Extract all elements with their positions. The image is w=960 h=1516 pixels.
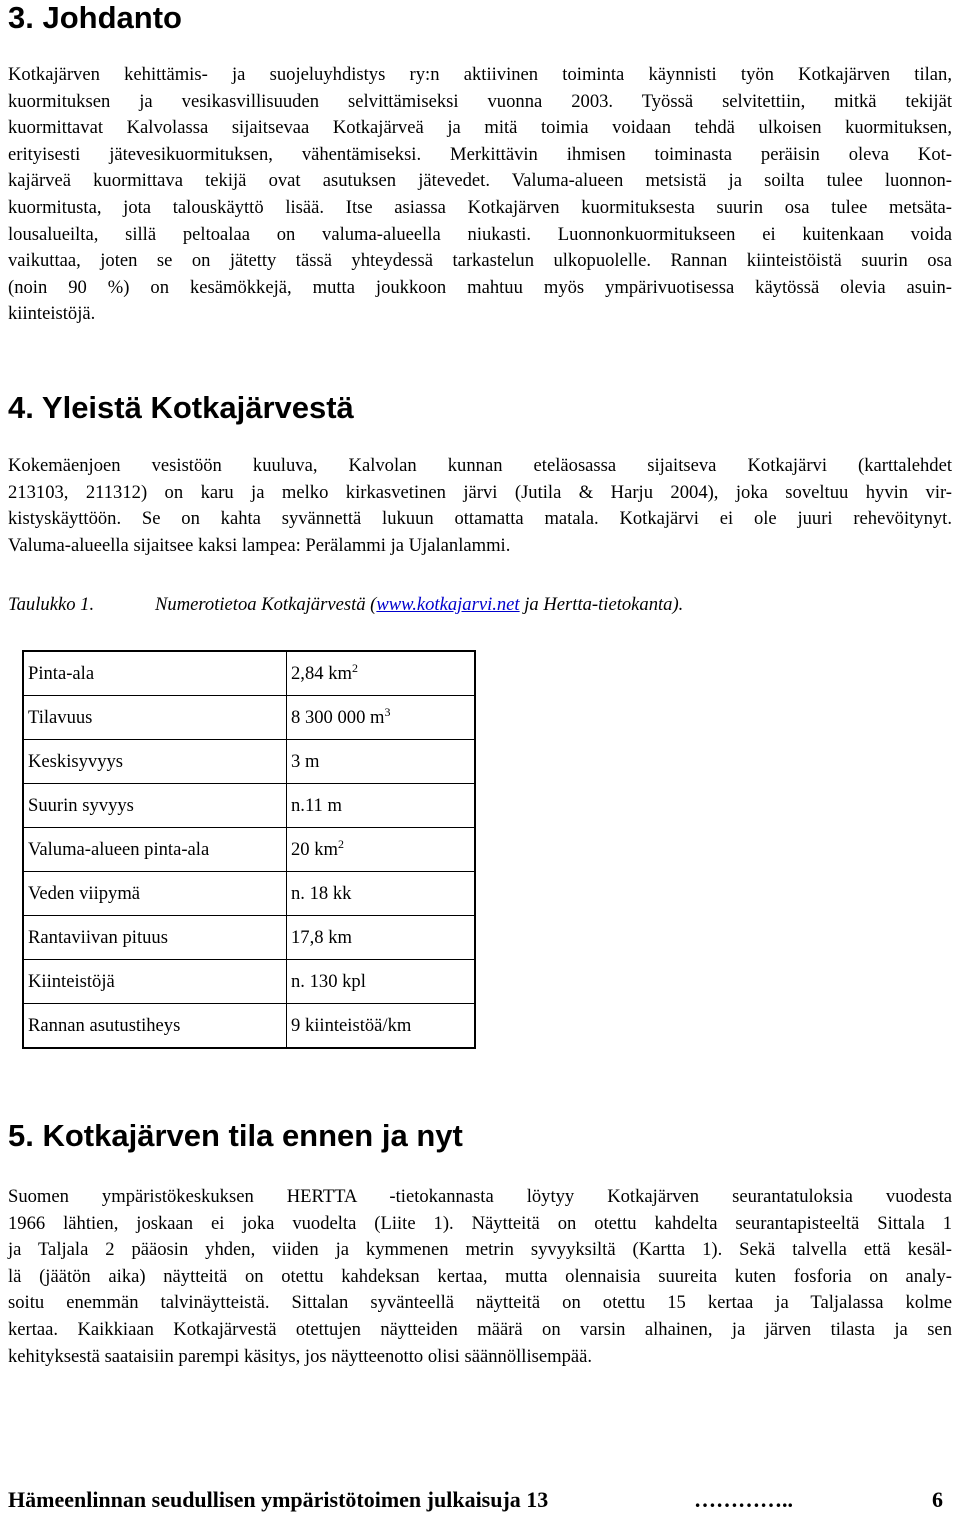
unit-superscript: 2 (338, 836, 345, 851)
text-line: kajärveä kuormittava tekijä ovat asutuksen jätevedet. Valuma-alueen metsistä ja soilta tulee luonnon- (8, 170, 952, 192)
table-row (23, 1004, 475, 1049)
publication-title: Hämeenlinnan seudullisen ympäristötoimen julkaisuja 13 (8, 1487, 549, 1512)
table-row (23, 872, 475, 916)
text-line: Valuma-alueella sijaitsee kaksi lampea: Perälammi ja Ujalanlammi. (8, 534, 511, 556)
page-footer (8, 1484, 943, 1516)
value-text: 9 kiinteistöä/km (291, 1014, 412, 1036)
footer-dots: ………….. (694, 1487, 793, 1512)
table-cell-label: Rannan asutustiheys (23, 1004, 287, 1049)
table-caption (8, 590, 952, 620)
text-line: kistyskäyttöön. Se on kahta syvännettä lukuun ottamatta matala. Kotkajärvi ei ole juuri rehevöitynyt. (8, 508, 952, 530)
table-cell-value (287, 740, 476, 784)
value-text: n. 18 kk (291, 882, 352, 904)
caption-text-before: Numerotietoa Kotkajärvestä ( (155, 594, 377, 615)
caption-text-after: ja Hertta-tietokanta). (519, 594, 684, 615)
text-line: kertaa. Kaikkiaan Kotkajärvestä otettujen näytteiden määrä on varsin alhainen, ja järven tilasta ja sen (8, 1318, 952, 1340)
table-cell-label: Tilavuus (23, 696, 287, 740)
text-line: 213103, 211312) on karu ja melko kirkasvetinen järvi (Jutila & Harju 2004), joka soveltuu hyvin vir- (8, 481, 952, 503)
heading-tila: 5. Kotkajärven tila ennen ja nyt (8, 1118, 463, 1153)
table-cell-label: Valuma-alueen pinta-ala (23, 828, 287, 872)
table-cell-label: Rantaviivan pituus (23, 916, 287, 960)
paragraph-johdanto (8, 62, 952, 328)
text-line: soitu enemmän talvinäytteistä. Sittalan syvänteellä näytteitä on otettu 15 kertaa ja Taljalassa kolme (8, 1292, 952, 1314)
text-line: vaikuttaa, joten se on jätetty tässä yhteydessä tarkastelun ulkopuolelle. Rannan kiinteistöistä suurin osa (8, 250, 952, 272)
text-line: Suomen ympäristökeskuksen HERTTA -tietokannasta löytyy Kotkajärven seurantatuloksia vuodesta (8, 1186, 952, 1207)
value-text: 17,8 km (291, 926, 352, 948)
page-number: 6 (932, 1487, 943, 1512)
value-text: 2,84 km (291, 662, 352, 684)
table-cell-value (287, 1004, 476, 1049)
text-line: lä (jäätön aika) näytteitä on otettu kahdeksan kertaa, mutta olennaisia suureita kuten fosforia on analy- (8, 1265, 952, 1287)
value-text: 3 m (291, 750, 320, 772)
table-row (23, 696, 475, 740)
text-line: ja Taljala 2 pääosin yhden, viiden ja kymmenen metrin syvyyksiltä (Kartta 1). Sekä talvella että kesäl- (8, 1239, 952, 1261)
text-line: kuormittavat Kalvolassa sijaitsevaa Kotkajärveä ja mitä toimia voidaan tehdä ulkoisen kuormituksen, (8, 117, 952, 139)
value-text: n. 130 kpl (291, 970, 366, 992)
table-cell-value (287, 872, 476, 916)
table-cell-value (287, 916, 476, 960)
table-cell-value (287, 828, 476, 872)
heading-johdanto: 3. Johdanto (8, 0, 182, 35)
table-cell-label: Kiinteistöjä (23, 960, 287, 1004)
lake-facts-table (22, 650, 476, 1049)
unit-superscript: 3 (384, 704, 391, 719)
table-row (23, 828, 475, 872)
text-line: 1966 lähtien, joskaan ei joka vuodelta (Liite 1). Näytteitä on otettu kahdelta seurantapisteeltä Sittala 1 (8, 1212, 952, 1234)
table-cell-value (287, 960, 476, 1004)
text-line: kehityksestä saataisiin parempi käsitys, jos näytteenotto olisi säännöllisempää. (8, 1345, 593, 1367)
text-line: lousalueilta, sillä peltoalaa on valuma-alueella niukasti. Luonnonkuormitukseen ei kuitenkaan voida (8, 223, 952, 245)
caption-text (155, 590, 683, 620)
unit-superscript: 2 (351, 660, 358, 675)
table-row (23, 784, 475, 828)
table-row (23, 916, 475, 960)
table-cell-label: Veden viipymä (23, 872, 287, 916)
text-line: kuormitusta, jota talouskäyttö lisää. Itse asiassa Kotkajärven kuormituksesta suurin osa tulee metsäta- (8, 196, 952, 218)
caption-label: Taulukko 1. (8, 594, 95, 615)
table-row (23, 740, 475, 784)
value-text: 8 300 000 m (291, 706, 385, 728)
table-cell-value (287, 651, 476, 696)
paragraph-yleista (8, 453, 952, 559)
table-cell-value (287, 696, 476, 740)
value-text: n.11 m (291, 794, 342, 816)
table-row (23, 960, 475, 1004)
table-cell-label: Suurin syvyys (23, 784, 287, 828)
kotkajarvi-link[interactable]: www.kotkajarvi.net (376, 594, 520, 615)
table-cell-value (287, 784, 476, 828)
table-cell-label: Pinta-ala (23, 651, 287, 696)
value-text: 20 km (291, 838, 339, 860)
heading-yleista: 4. Yleistä Kotkajärvestä (8, 390, 354, 425)
text-line: kiinteistöjä. (8, 303, 96, 325)
text-line: kuormituksen ja vesikasvillisuuden selvittämiseksi vuonna 2003. Työssä selvitettiin, mitkä tekijät (8, 90, 952, 112)
table-cell-label: Keskisyvyys (23, 740, 287, 784)
text-line: (noin 90 %) on kesämökkejä, mutta joukkoon mahtuu myös ympärivuotisessa käytössä olevia asuin- (8, 276, 952, 298)
table-row (23, 651, 475, 696)
text-line: Kotkajärven kehittämis- ja suojeluyhdistys ry:n aktiivinen toiminta käynnisti työn Kotkajärven tilan, (8, 64, 952, 85)
text-line: Kokemäenjoen vesistöön kuuluva, Kalvolan kunnan eteläosassa sijaitseva Kotkajärvi (karttalehdet (8, 455, 952, 476)
paragraph-tila (8, 1184, 952, 1370)
text-line: erityisesti jätevesikuormituksen, vähentämiseksi. Merkittävin ihmisen toiminasta peräisin oleva Kot- (8, 143, 952, 165)
